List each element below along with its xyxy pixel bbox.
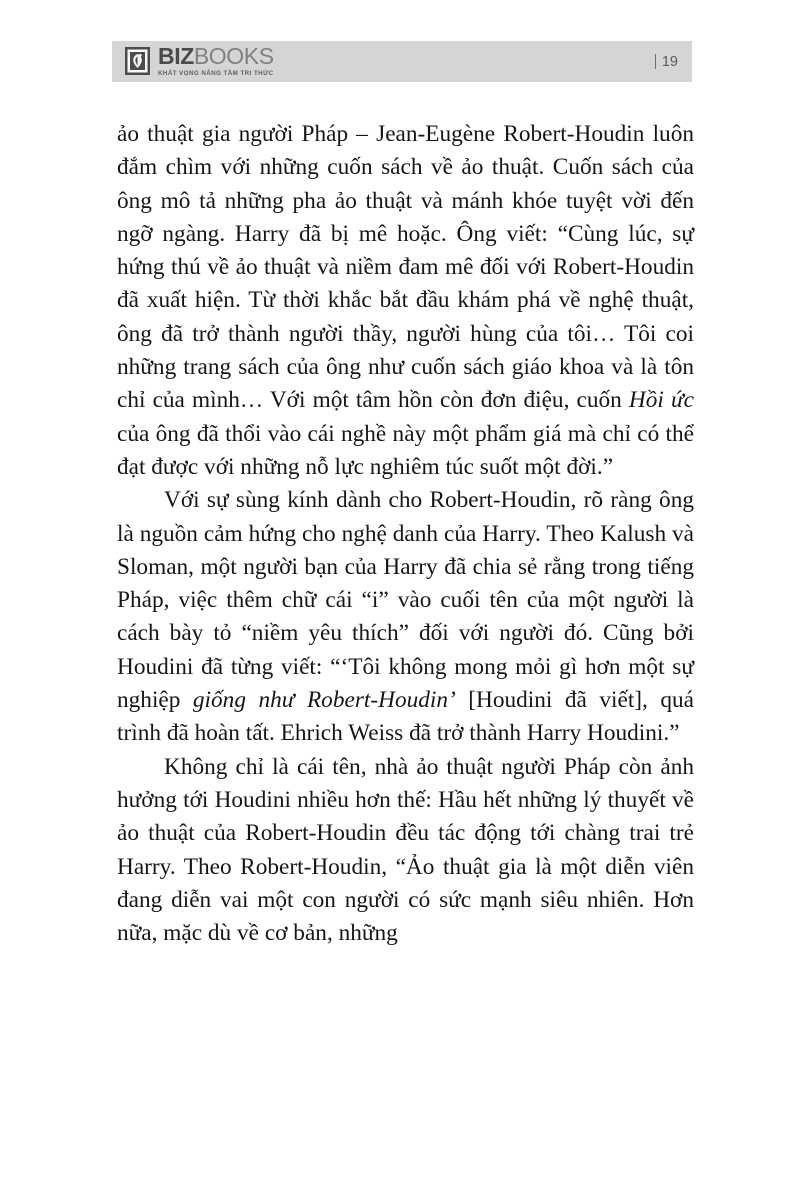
folio-separator-rule	[655, 54, 656, 69]
body-text: của ông đã thổi vào cái nghề này một phẩm giá mà chỉ có thể đạt được với những nỗ lực nghiêm túc suốt một đời.”	[117, 420, 694, 480]
brand-tagline: KHÁT VỌNG NÂNG TẦM TRI THỨC	[158, 70, 274, 78]
brand-wordmark-biz: BIZ	[158, 43, 194, 70]
body-text: Không chỉ là cái tên, nhà ảo thuật người Pháp còn ảnh hưởng tới Houdini nhiều hơn thế: Hầu hết những lý thuyết về ảo thuật của Robert-Houdin đều tác động tới chàng trai trẻ Harry. Theo Robert-Houdin, “Ảo thuật gia là một diễn viên đang diễn vai một con người có sức mạnh siêu nhiên. Hơn nữa, mặc dù về cơ bản, những	[117, 753, 694, 947]
body-text: Với sự sùng kính dành cho Robert-Houdin, rõ ràng ông là nguồn cảm hứng cho nghệ danh của Harry. Theo Kalush và Sloman, một người bạn của Harry đã chia sẻ rằng trong tiếng Pháp, việc thêm chữ cái “i” vào cuối tên của một người là cách bày tỏ “niềm yêu thích” đối với người đó. Cũng bởi Houdini đã từng viết: “‘Tôi không mong mỏi gì hơn một sự nghiệp	[117, 487, 694, 714]
body-paragraph	[117, 751, 694, 951]
body-paragraph	[117, 118, 694, 484]
book-emblem-icon	[124, 46, 151, 76]
page-number-group	[655, 54, 678, 70]
brand-wordmark-books: BOOKS	[193, 43, 274, 70]
body-text: [Houdini đã viết], quá trình đã hoàn tất. Ehrich Weiss đã trở thành Harry Houdini.”	[117, 687, 695, 747]
emphasis-text: giống như Robert-Houdin’	[192, 687, 456, 714]
body-text: ảo thuật gia người Pháp – Jean-Eugène Robert-Houdin luôn đắm chìm với những cuốn sách về ảo thuật. Cuốn sách của ông mô tả những pha ảo thuật và mánh khóe tuyệt vời đến ngỡ ngàng. Harry đã bị mê hoặc. Ông viết: “Cùng lúc, sự hứng thú về ảo thuật và niềm đam mê đối với Robert-Houdin đã xuất hiện. Từ thời khắc bắt đầu khám phá về nghệ thuật, ông đã trở thành người thầy, người hùng của tôi… Tôi coi những trang sách của ông như cuốn sách giáo khoa và là tôn chỉ của mình… Với một tâm hồn còn đơn điệu, cuốn	[117, 121, 694, 414]
page-header-band	[112, 41, 692, 82]
body-text-column	[117, 118, 694, 950]
brand-text-block	[158, 45, 274, 77]
page-number: 19	[661, 53, 678, 70]
bizbooks-logo	[124, 45, 274, 77]
emphasis-text: Hồi ức	[628, 387, 694, 414]
brand-wordmark	[158, 45, 274, 68]
body-paragraph	[117, 484, 694, 750]
